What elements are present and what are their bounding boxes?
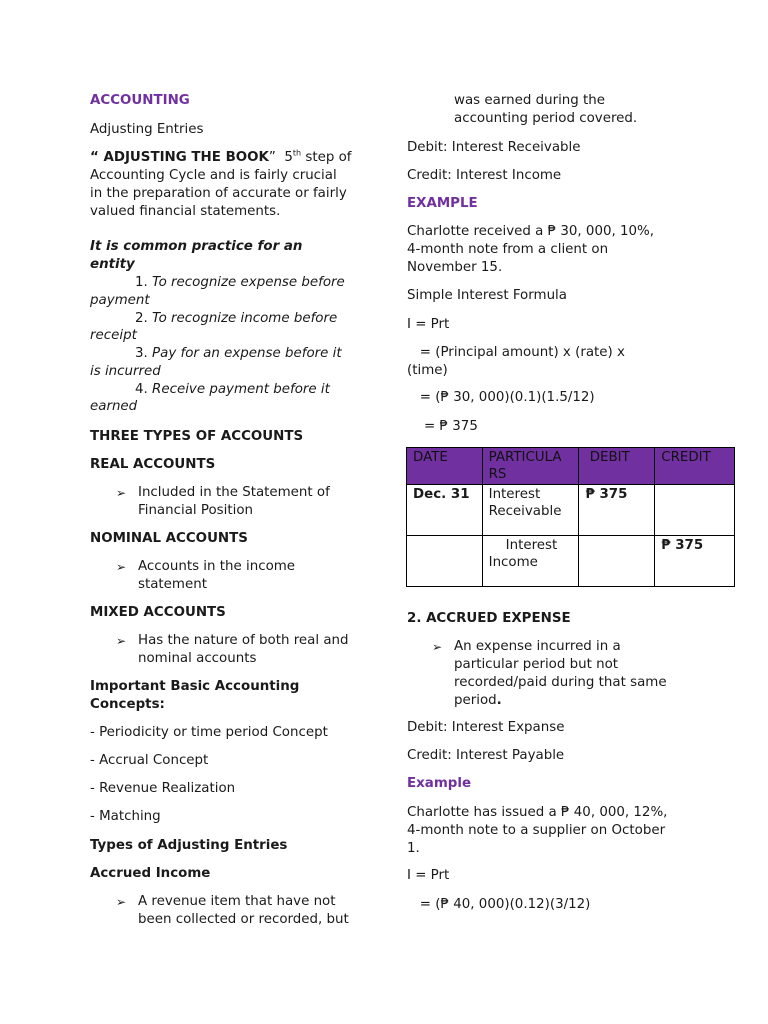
exp-bullet-line-1: An expense incurred in a [454,639,621,654]
example-heading-1: EXAMPLE [407,196,478,211]
formula2-line-1: I = Prt [407,868,450,883]
arrow-bullet-icon: ➢ [116,634,127,648]
formula-line-2a: = (Principal amount) x (rate) x [407,345,625,360]
accrued-income-cont-2: accounting period covered. [454,111,638,126]
example-2-line-1: Charlotte has issued a ₱ 40, 000, 12%, [407,805,668,820]
practice-item-4-cont: earned [90,399,138,414]
page-subtitle: Adjusting Entries [90,122,204,137]
example-1-line-3: November 15. [407,260,503,275]
practice-item-1-cont: payment [90,293,150,308]
practice-item-2-text: To recognize income before [152,311,338,326]
debit-entry-1: Debit: Interest Receivable [407,140,581,155]
formula2-line-2: = (₱ 40, 000)(0.12)(3/12) [407,897,591,912]
accrued-bullet-line-1: A revenue item that have not [138,894,336,909]
adjusting-desc-4: valued financial statements. [90,204,281,219]
accrued-income-bullet [116,893,349,929]
mixed-accounts-heading: MIXED ACCOUNTS [90,605,226,620]
formula-line-2b: (time) [407,363,448,378]
debit-entry-2: Debit: Interest Expanse [407,720,565,735]
example-2-line-3: 1. [407,841,420,856]
types-adjusting-heading: Types of Adjusting Entries [90,838,288,853]
exp-bullet-line-4: period [454,693,497,708]
formula-line-1: I = Prt [407,317,450,332]
nominal-accounts-bullet [116,558,296,594]
real-accounts-heading: REAL ACCOUNTS [90,457,216,472]
real-accounts-bullet [116,484,330,520]
practice-item-4 [135,381,330,399]
exp-bullet-line-2: particular period but not [454,657,619,672]
page-heading: ACCOUNTING [90,93,190,108]
table-header-credit: CREDIT [655,448,735,485]
arrow-bullet-icon: ➢ [116,486,127,500]
arrow-bullet-icon: ➢ [116,895,127,909]
concept-item-3: - Revenue Realization [90,781,236,796]
table-cell-particulars: Interest Receivable [482,485,579,536]
practice-item-3-num: 3. [135,346,148,361]
table-cell-date: Dec. 31 [407,485,483,536]
concepts-heading-2: Concepts: [90,697,165,712]
formula-line-3: = (₱ 30, 000)(0.1)(1.5/12) [407,390,595,405]
practice-item-4-text: Receive payment before it [152,382,330,397]
table-cell-credit [655,485,735,536]
practice-title-1: It is common practice for an [90,239,303,254]
practice-item-1-text: To recognize expense before [152,275,345,290]
real-bullet-line-2: Financial Position [138,503,254,518]
adjusting-desc-1: step of [301,150,352,165]
practice-title-2: entity [90,257,135,272]
arrow-bullet-icon: ➢ [116,560,127,574]
table-header-row [407,448,735,485]
practice-item-1 [135,274,345,292]
table-cell-particulars: Interest Income [482,536,579,587]
exp-bullet-period-dot: . [496,693,502,708]
journal-entry-table [406,447,735,587]
practice-item-3-cont: is incurred [90,364,161,379]
accrued-expense-bullet [432,638,667,710]
mixed-bullet-line-2: nominal accounts [138,651,257,666]
table-header-debit: DEBIT [579,448,655,485]
adjusting-book-line [90,149,352,167]
example-1-line-1: Charlotte received a ₱ 30, 000, 10%, [407,224,655,239]
nominal-bullet-line-2: statement [138,577,207,592]
table-cell-debit: ₱ 375 [579,485,655,536]
arrow-bullet-icon: ➢ [432,640,443,654]
mixed-accounts-bullet [116,632,349,668]
practice-item-3-text: Pay for an expense before it [152,346,342,361]
credit-entry-2: Credit: Interest Payable [407,748,565,763]
accrued-income-heading: Accrued Income [90,866,211,881]
exp-bullet-line-3: recorded/paid during that same [454,675,667,690]
step-superscript: th [292,148,302,158]
adjusting-book-title: “ ADJUSTING THE BOOK [90,150,269,165]
table-header-date: DATE [407,448,483,485]
example-1-line-2: 4-month note from a client on [407,242,609,257]
practice-item-3 [135,345,342,363]
table-cell-credit: ₱ 375 [655,536,735,587]
example-2-line-2: 4-month note to a supplier on October [407,823,666,838]
formula-title: Simple Interest Formula [407,288,567,303]
adjusting-desc-2: Accounting Cycle and is fairly crucial [90,168,337,183]
table-header-particulars: PARTICULA RS [482,448,579,485]
accrued-expense-heading: 2. ACCRUED EXPENSE [407,611,571,626]
table-cell-date [407,536,483,587]
real-bullet-line-1: Included in the Statement of [138,485,330,500]
step-number: 5 [284,150,293,165]
practice-item-2-num: 2. [135,311,148,326]
example-heading-2: Example [407,776,472,791]
concept-item-4: - Matching [90,809,161,824]
concept-item-2: - Accrual Concept [90,753,209,768]
nominal-bullet-line-1: Accounts in the income [138,559,296,574]
mixed-bullet-line-1: Has the nature of both real and [138,633,349,648]
concepts-heading-1: Important Basic Accounting [90,679,300,694]
practice-item-4-num: 4. [135,382,148,397]
credit-entry-1: Credit: Interest Income [407,168,562,183]
accrued-bullet-line-2: been collected or recorded, but [138,912,349,927]
adjusting-desc-3: in the preparation of accurate or fairly [90,186,347,201]
concept-item-1: - Periodicity or time period Concept [90,725,328,740]
formula-line-4: = ₱ 375 [407,419,478,434]
accrued-income-cont-1: was earned during the [454,93,606,108]
table-row [407,485,735,536]
nominal-accounts-heading: NOMINAL ACCOUNTS [90,531,248,546]
table-cell-debit [579,536,655,587]
adjusting-book-quote-close: ” [268,150,276,165]
table-row [407,536,735,587]
practice-item-2 [135,310,337,328]
practice-item-1-num: 1. [135,275,148,290]
three-types-heading: THREE TYPES OF ACCOUNTS [90,429,304,444]
practice-item-2-cont: receipt [90,328,137,343]
